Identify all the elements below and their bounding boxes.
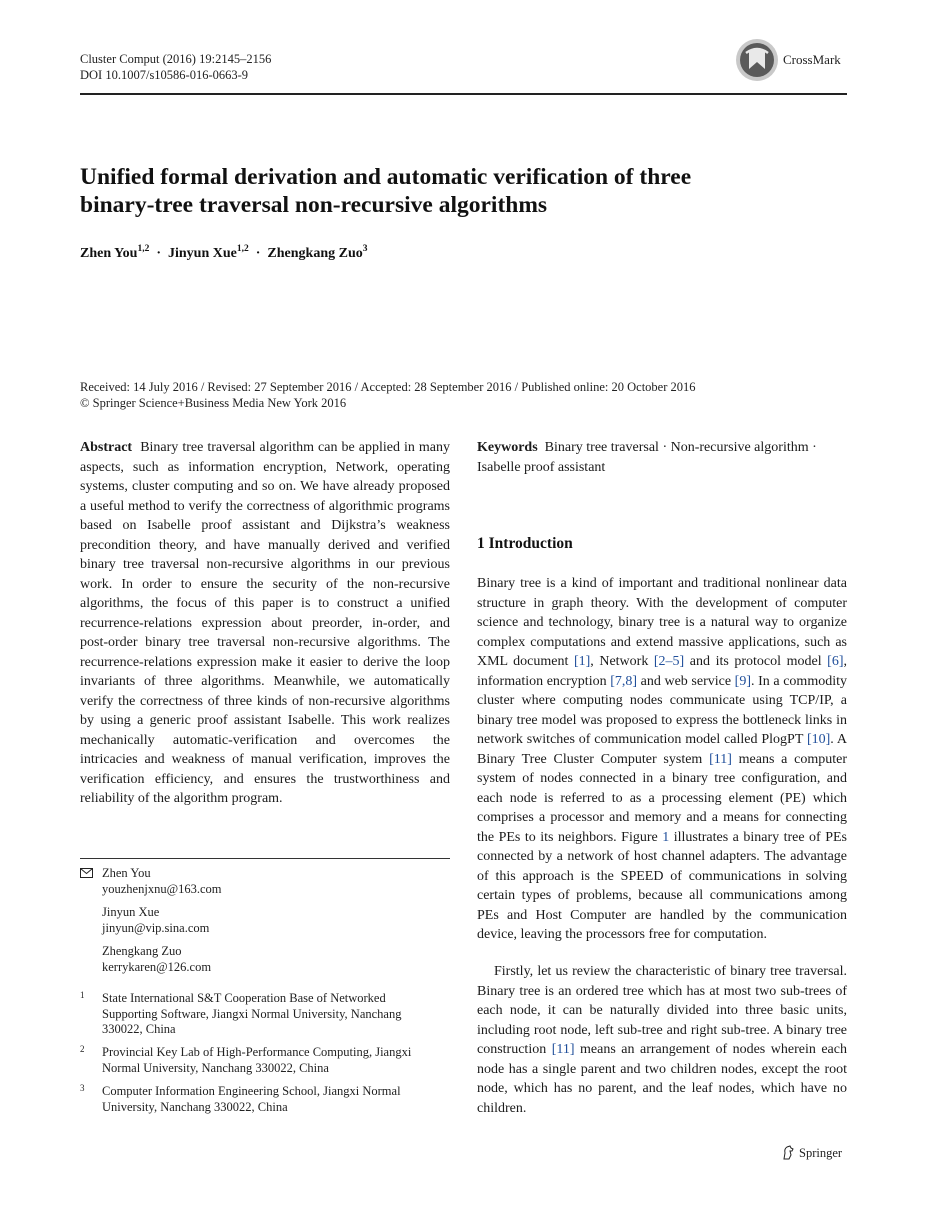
publication-history (80, 379, 860, 411)
affiliation-line: Normal University, Nanchang 330022, China (102, 1060, 329, 1075)
contact-block (102, 866, 221, 975)
crossmark-icon (735, 38, 779, 82)
affiliation (80, 1083, 401, 1115)
citation-link[interactable]: [9] (734, 673, 751, 689)
author-affiliation-marker: 3 (362, 244, 368, 254)
crossmark-badge[interactable] (735, 37, 855, 83)
citation-link[interactable]: [7,8] (610, 673, 638, 689)
contact-name: Zhen You (102, 866, 151, 880)
affiliation-line: Computer Information Engineering School, Jiangxi Normal (102, 1084, 401, 1098)
author-separator: · (255, 246, 261, 261)
title-line-1: Unified formal derivation and automatic verification of three (80, 164, 692, 190)
keywords-text: Binary tree traversal · Non-recursive algorithm · Isabelle proof assistant (477, 440, 817, 475)
received-dates: Received: 14 July 2016 / Revised: 27 September 2016 / Accepted: 28 September 2016 / Published online: 20 October 2016 (80, 380, 696, 394)
affiliation-line: University, Nanchang 330022, China (102, 1099, 288, 1114)
section-heading-introduction: 1 Introduction (477, 535, 573, 552)
affiliation-number: 3 (80, 1083, 85, 1093)
paper-title (80, 163, 780, 219)
affiliation-line: Supporting Software, Jiangxi Normal University, Nanchang (102, 1006, 402, 1021)
citation-link[interactable]: [2–5] (653, 654, 685, 669)
crossmark-label: CrossMark (783, 52, 841, 67)
abstract-label: Abstract (80, 440, 133, 455)
author-affiliation-marker: 1,2 (236, 244, 249, 254)
text-run: , information encryption (477, 654, 847, 689)
author-name[interactable]: Zhen You (80, 246, 138, 261)
contact-email[interactable]: youzhenjxnu@163.com (102, 881, 222, 896)
citation-link[interactable]: [11] (551, 1042, 575, 1057)
affiliation (80, 990, 402, 1038)
keywords-label: Keywords (477, 440, 538, 455)
abstract-text: Binary tree traversal algorithm can be applied in many aspects, such as information encryption, Network, operating systems, cluster computing and so on. We have already proposed a useful method to verify the correctness of algorithmic programs based on Isabelle proof assistant and Dijkstra’s weakness precondition theory, and have manually derived and verified binary tree traversal non-recursive algorithms in our previous work. In order to ensure the security of the non-recursive algorithms, the focus of this paper is to construct a unified recurrence-relations expression about preorder, in-order, and post-order binary tree traversal non-recursive algorithms. The recurrence-relations expression make it easier to derive the loop invariants of three algorithms. Meanwhile, we automatically verify the correctness of three kinds of non-recursive algorithms by using a generic proof assistant Isabelle. This work realizes mechanically automatic-verification and overcomes the intricacies and weakness of manual verification, improves the verification efficiency, and ensures the trustworthiness and reliability of the algorithm program. (80, 440, 451, 806)
journal-citation: Cluster Comput (2016) 19:2145–2156 (80, 52, 272, 66)
contact-email[interactable]: kerrykaren@126.com (102, 959, 212, 974)
affiliation-line: 330022, China (102, 1022, 176, 1036)
text-run: Binary tree is a kind of important and traditional nonlinear data structure in graph theory. With the development of computer science and technology, binary tree is a natural way to organize complex computations and extend massive applications, such as XML document (477, 576, 847, 669)
author-name[interactable]: Zhengkang Zuo (267, 246, 363, 261)
contact-email[interactable]: jinyun@vip.sina.com (102, 920, 210, 935)
affiliation (80, 1044, 412, 1076)
springer-horse-icon (781, 1145, 795, 1161)
author-affiliation-marker: 1,2 (137, 244, 150, 254)
springer-logo (781, 1145, 842, 1161)
affiliation-line: State International S&T Cooperation Base of Networked (102, 991, 386, 1005)
figure-link[interactable]: 1 (662, 829, 670, 845)
author-separator: · (156, 246, 161, 261)
keywords (477, 438, 847, 477)
affiliation-number: 1 (80, 990, 85, 1000)
text-run: and web service (637, 673, 735, 689)
text-run: Firstly, let us review the characteristic of binary tree traversal. Binary tree is an ordered tree which has at most two sub-trees of each node, it can be naturally divided into three basic units, including root node, left sub-tree and right sub-tree. A binary tree construction (477, 964, 847, 1057)
abstract (80, 438, 450, 809)
citation-link[interactable]: [10] (806, 732, 831, 747)
intro-paragraph-2 (477, 962, 847, 1118)
author-name[interactable]: Jinyun Xue (168, 246, 237, 261)
text-run: illustrates a binary tree of PEs connected by a network of host channel adapters. The advantage of this approach is the SPEED of communications in solving certain types of problems, because all communications among PEs and Host Computer are handled by the communication device, leaving the processors free for computation. (477, 829, 847, 942)
text-run: means an arrangement of nodes wherein each node has a single parent and two children nodes, except the root node, which has no parent, and the leaf nodes, which have no children. (477, 1042, 847, 1116)
copyright: © Springer Science+Business Media New York 2016 (80, 396, 347, 410)
citation-link[interactable]: [11] (709, 751, 732, 767)
text-run: , Network (590, 654, 654, 669)
text-run: and its protocol model (684, 654, 828, 669)
footnote-rule (80, 858, 450, 859)
affiliation-number: 2 (80, 1044, 85, 1054)
author-list (80, 244, 367, 262)
affiliation-line: Provincial Key Lab of High-Performance Computing, Jiangxi (102, 1045, 412, 1059)
title-line-2: binary-tree traversal non-recursive algorithms (80, 192, 548, 218)
text-run: . A Binary Tree Cluster Computer system (477, 732, 847, 767)
intro-paragraph-1 (477, 574, 847, 945)
citation-link[interactable]: [1] (573, 654, 591, 669)
publisher-name: Springer (799, 1145, 843, 1160)
header-rule (80, 93, 847, 95)
citation-link[interactable]: [6] (827, 654, 844, 669)
doi[interactable]: DOI 10.1007/s10586-016-0663-9 (80, 68, 249, 82)
envelope-icon (80, 868, 93, 878)
text-run: means a computer system of nodes connected in a binary tree configuration, and each node is referred to as a processing element (PE) which comprises a processor and memory and a means for connecting the PEs to its neighbors. Figure (477, 751, 847, 845)
contact-name: Zhengkang Zuo (102, 944, 182, 958)
contact-name: Jinyun Xue (102, 905, 160, 919)
text-run: . In a commodity cluster where computing nodes communicate using TCP/IP, a binary tree model was proposed to express the bottleneck links in network switches of communication model called PlogPT (477, 673, 847, 747)
